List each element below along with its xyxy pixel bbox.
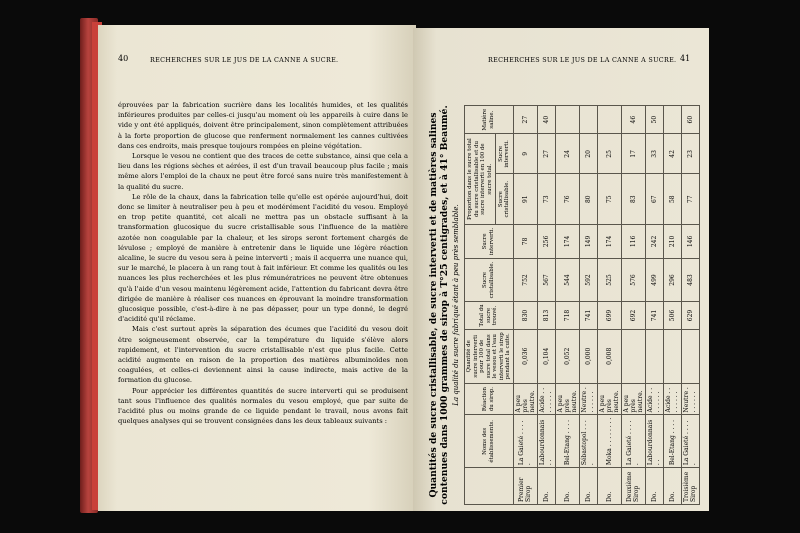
table-cell-inv: 78 [513, 224, 537, 258]
table-cell-cryst: 544 [555, 258, 579, 301]
table-cell-inv: 210 [663, 224, 681, 258]
table-cell-estab: Bel-Etang . . . . [555, 415, 579, 468]
table-cell-pc-cryst: 80 [579, 174, 597, 224]
table-cell-total: 813 [537, 302, 555, 330]
table-cell-ratio: 0,000 [579, 329, 597, 383]
table-cell-cryst: 592 [579, 258, 597, 301]
table-cell-estab: Labourdonnais . . [645, 415, 663, 468]
rotated-table-block [428, 105, 697, 505]
column-header: Sucre interverti. [496, 134, 513, 174]
table-cell-ratio [645, 329, 663, 383]
table-cell-estab: La Gaieté . . . . . [513, 415, 537, 468]
table-cell-estab: La Gaieté . . . . . [681, 415, 699, 468]
column-header: Total du sucre trouvé. [465, 302, 514, 330]
table-cell-pc-cryst: 77 [681, 174, 699, 224]
table-cell-reaction: Neutre . . . . . . . [681, 383, 699, 415]
table-cell-pc-inv: 42 [663, 134, 681, 174]
table-cell-pc-cryst: 91 [513, 174, 537, 224]
table-cell-saline: 40 [537, 106, 555, 134]
table-cell-total: 718 [555, 302, 579, 330]
table-cell-estab: Moka . . . . . . . . [597, 415, 621, 468]
table-cell-pc-cryst: 67 [645, 174, 663, 224]
table-cell-reaction: A peu près neutre. [621, 383, 645, 415]
column-header: Sucre interverti. [465, 224, 514, 258]
table-cell-pc-inv: 23 [681, 134, 699, 174]
table-row [681, 106, 699, 505]
table-subtitle: La qualité du sucre fabriqué étant à peu près semblable. [452, 204, 460, 406]
table-cell-pc-inv: 33 [645, 134, 663, 174]
table-cell-estab: Bel-Etang . . . . [663, 415, 681, 468]
paragraph: Pour apprécier les différentes quantités de sucre interverti qui se produisent tant sous l'influence des qualités normales du vesou employé, que par suite de l'acidité plus ou moins grande de ce liquide pendant le travail, nous avons fait quelques analyses qui se trouvent consignées dans les deux tableaux suivants : [118, 386, 408, 426]
table-cell-saline: 50 [645, 106, 663, 134]
table-cell-ratio: 0,036 [513, 329, 537, 383]
table-cell-ratio [663, 329, 681, 383]
table-cell-reaction: A peu près neutre. [513, 383, 537, 415]
table-cell-total: 506 [663, 302, 681, 330]
table-cell-cryst: 567 [537, 258, 555, 301]
table-cell-cryst: 576 [621, 258, 645, 301]
right-running-head: RECHERCHES SUR LE JUS DE LA CANNE A SUCRE. [488, 56, 677, 64]
table-cell-reaction: A peu près neutre. [597, 383, 621, 415]
table-cell-saline [555, 106, 579, 134]
table-cell-reaction: A peu près neutre. [555, 383, 579, 415]
table-cell-saline: 27 [513, 106, 537, 134]
table-row [555, 106, 579, 505]
table-cell-pc-inv: 17 [621, 134, 645, 174]
table-cell-reaction: Acide . . . . . . . . [537, 383, 555, 415]
table-cell-syrup: Do. [537, 468, 555, 505]
table-cell-saline [663, 106, 681, 134]
table-cell-syrup: Do. [645, 468, 663, 505]
table-cell-pc-cryst: 73 [537, 174, 555, 224]
table-cell-inv: 149 [579, 224, 597, 258]
table-cell-pc-inv: 27 [537, 134, 555, 174]
table-row [621, 106, 645, 505]
table-cell-estab: La Gaieté . . . . . [621, 415, 645, 468]
table-cell-syrup: Do. [555, 468, 579, 505]
table-cell-ratio [681, 329, 699, 383]
table-cell-cryst: 752 [513, 258, 537, 301]
paragraph: Le rôle de la chaux, dans la fabrication telle qu'elle est opérée aujourd'hui, doit donc se limiter à neutraliser peu à peu et modérément l'acidité du vesou. Employé en trop petite quantité, cet alcali ne mettra pas un obstacle suffisant à la transformation glucosique du sucre cristallisable sous l'influence de la matière azotée non coagulable par la chaleur, et les sirops seront fortement chargés de lévulose ; employé de manière à entretenir dans le liquide une légère réaction alcaline, le sucre du vesou sera à peine interverti ; mais il acquerra une nuance qui, sur le marché, le placera à un rang tout à fait inférieur. Et comme les qualités ou les nuances les plus recherchées et les plus rémunératrices ne peuvent être obtenues qu'à l'aide d'un vesou maintenu légèrement acide, l'attention du fabricant devra être dirigée de manière à réaliser ces nuances en éprouvant la moindre transformation glucosique possible, c'est-à-dire à ne pas dépasser, pour un type donné, le degré d'acidité qu'il réclame. [118, 192, 408, 324]
table-cell-inv: 174 [597, 224, 621, 258]
column-header: Sucre cristallisable. [465, 258, 514, 301]
table-row [663, 106, 681, 505]
column-header: Matière saline. [465, 106, 514, 134]
column-header [465, 468, 514, 505]
table-cell-reaction: Acide . . . . . . . . [645, 383, 663, 415]
table-cell-total: 830 [513, 302, 537, 330]
table-cell-syrup: Do. [597, 468, 621, 505]
table-cell-estab: Sébastopol . . . . [579, 415, 597, 468]
table-cell-pc-inv: 9 [513, 134, 537, 174]
column-header: Quantité de sucre interverti pour 100 de sucre total dans le vesou et l'eau interverti le sirop pendant la cuite. [465, 329, 514, 383]
table-cell-saline: 46 [621, 106, 645, 134]
table-cell-syrup: Do. [579, 468, 597, 505]
table-cell-pc-cryst: 75 [597, 174, 621, 224]
right-page-number: 41 [680, 54, 691, 63]
table-cell-syrup: Deuxième Sirop [621, 468, 645, 505]
data-table [464, 105, 700, 505]
table-cell-ratio: 0,052 [555, 329, 579, 383]
table-cell-pc-inv: 24 [555, 134, 579, 174]
left-running-head: RECHERCHES SUR LE JUS DE LA CANNE A SUCRE. [150, 56, 339, 64]
table-cell-inv: 174 [555, 224, 579, 258]
table-cell-reaction: Neutre . . . . . . . [579, 383, 597, 415]
table-cell-pc-cryst: 76 [555, 174, 579, 224]
table-row [579, 106, 597, 505]
table-cell-pc-inv: 20 [579, 134, 597, 174]
table-row [597, 106, 621, 505]
table-cell-pc-cryst: 58 [663, 174, 681, 224]
table-cell-total: 741 [579, 302, 597, 330]
column-header: Sucre cristallisable. [496, 174, 513, 224]
table-cell-total: 741 [645, 302, 663, 330]
table-cell-cryst: 499 [645, 258, 663, 301]
table-cell-total: 692 [621, 302, 645, 330]
paragraph: Lorsque le vesou ne contient que des traces de cette substance, ainsi que cela a lieu dans les régions sèches et aérées, il est d'un travail beaucoup plus facile ; mais même alors l'emploi de la chaux ne peut être forcé sans nuire très manifestement à la qualité du sucre. [118, 152, 408, 191]
table-cell-inv: 256 [537, 224, 555, 258]
table-row [513, 106, 537, 505]
table-cell-ratio: 0,104 [537, 329, 555, 383]
column-header: Réaction du sirop. [465, 383, 514, 415]
table-cell-reaction: Acide . . . . . . . . [663, 383, 681, 415]
table-cell-cryst: 483 [681, 258, 699, 301]
table-row [537, 106, 555, 505]
table-cell-syrup: Do. [663, 468, 681, 505]
table-cell-inv: 146 [681, 224, 699, 258]
table-row [645, 106, 663, 505]
table-cell-pc-cryst: 83 [621, 174, 645, 224]
table-cell-syrup: Troisième Sirop [681, 468, 699, 505]
table-cell-cryst: 525 [597, 258, 621, 301]
table-cell-estab: Labourdonnais . . [537, 415, 555, 468]
table-cell-saline: 60 [681, 106, 699, 134]
table-cell-total: 699 [597, 302, 621, 330]
table-cell-total: 629 [681, 302, 699, 330]
left-page-body [118, 100, 408, 427]
paragraph: éprouvées par la fabrication sucrière dans les localités humides, et les qualités inférieures produites par celles-ci jusqu'au moment où les appareils à cuire dans le vide y ont été appliqués, doivent être principalement, sinon complètement attribuées à la forte proportion de glucose que renferment normalement les cannes cultivées dans ces endroits, mais presque toujours rompées en pleine végétation. [118, 101, 408, 150]
table-cell-inv: 116 [621, 224, 645, 258]
table-cell-saline [579, 106, 597, 134]
table-cell-inv: 242 [645, 224, 663, 258]
table-cell-ratio [621, 329, 645, 383]
table-cell-saline [597, 106, 621, 134]
group-header: Proportion dans le sucre total du sucre cristallisable et du sucre interverti en 100 de sucre total. [465, 134, 496, 225]
table-cell-ratio: 0,008 [597, 329, 621, 383]
left-page-number: 40 [118, 54, 129, 63]
column-header: Noms des établissements. [465, 415, 514, 468]
paragraph: Mais c'est surtout après la séparation des écumes que l'acidité du vesou doit être soigneusement observée, car la température du liquide s'élève alors rapidement, et l'intervention du sucre cristallisable n'est que plus facile. Cette acidité augmente en raison de la proportion des matières albuminoïdes non coagulées, et celles-ci deviennent ainsi la cause indirecte, mais active de la formation du glucose. [118, 325, 408, 385]
table-cell-syrup: Premier Sirop [513, 468, 537, 505]
table-cell-pc-inv: 25 [597, 134, 621, 174]
table-title: Quantités de sucre cristallisable, de sucre interverti et de matières salines contenues dans 1000 grammes de sirop à T°25 centigrades, et à 41° Beaumé. [428, 105, 450, 505]
table-cell-cryst: 296 [663, 258, 681, 301]
